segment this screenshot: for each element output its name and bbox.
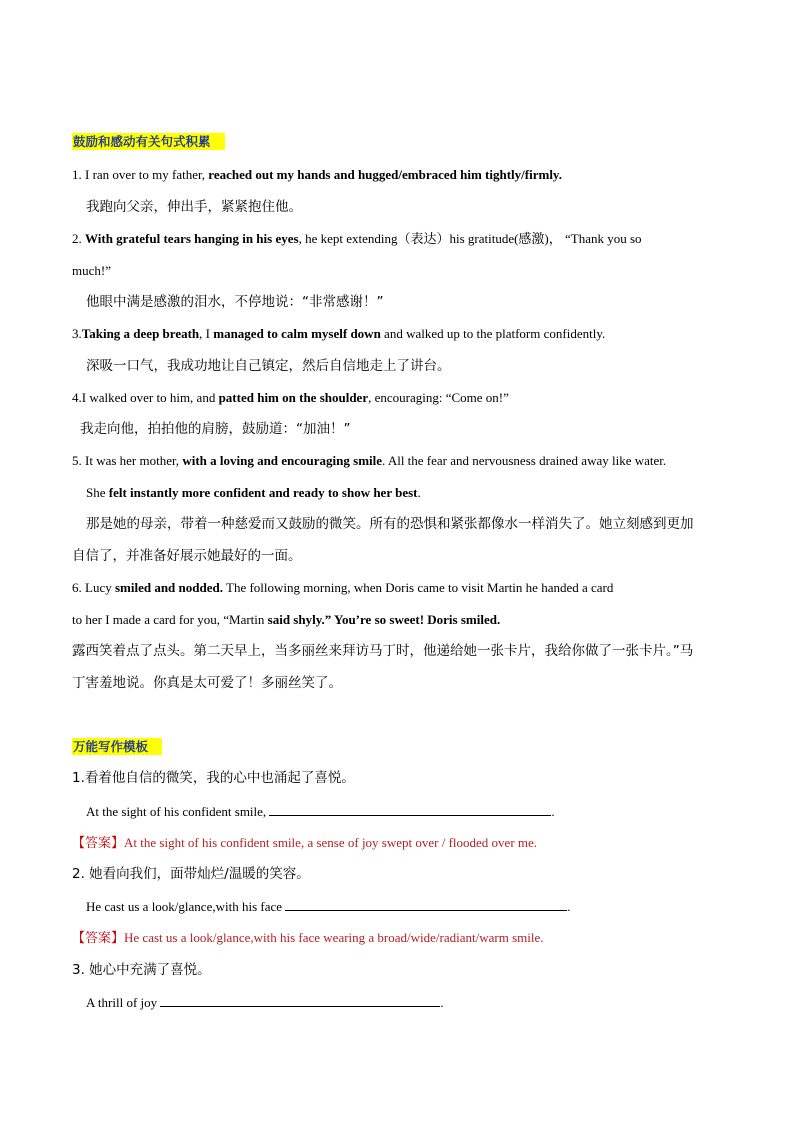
sentence-5-english: 5. It was her mother, with a loving and encouraging smile. All the fear and nervousness drained away like water. xyxy=(72,453,667,468)
bold-phrase: felt instantly more confident and ready to show her best xyxy=(108,485,418,500)
sentence-6-english: 6. Lucy smiled and nodded. The following morning, when Doris came to visit Martin he handed a card xyxy=(72,580,614,595)
answer-tag: 【答案】 xyxy=(72,836,125,851)
section-heading-sentences xyxy=(72,133,225,151)
sentence-3-english: 3.Taking a deep breath, I managed to calm myself down and walked up to the platform confidently. xyxy=(72,326,606,341)
answer-blank[interactable] xyxy=(269,802,551,816)
template-1-answer xyxy=(72,834,537,853)
sentence-6-chinese: 露西笑着点了点头。第二天早上，当多丽丝来拜访马丁时，他递给她一张卡片，我给你做了一张卡片。”马 xyxy=(72,643,694,659)
template-2-prompt: He cast us a look/glance,with his face . xyxy=(86,899,571,914)
bold-phrase: said shyly.” You’re so sweet! Doris smiled. xyxy=(267,612,501,627)
sentence-2-chinese: 他眼中满是感激的泪水，不停地说：“非常感谢！” xyxy=(86,294,384,310)
highlighted-heading: 鼓励和感动有关句式积累 xyxy=(72,133,225,150)
sentence-5-chinese-cont: 自信了，并准备好展示她最好的一面。 xyxy=(72,548,302,564)
bold-phrase: patted him on the shoulder xyxy=(218,390,369,405)
template-2-answer xyxy=(72,929,543,948)
answer-text: At the sight of his confident smile, a sense of joy swept over / flooded over me. xyxy=(124,835,538,850)
template-3-chinese: 3. 她心中充满了喜悦。 xyxy=(72,962,211,978)
sentence-4-chinese: 我走向他，拍拍他的肩膀，鼓励道：“加油！” xyxy=(80,421,351,437)
answer-blank[interactable] xyxy=(285,897,567,911)
sentence-1-chinese: 我跑向父亲，伸出手，紧紧抱住他。 xyxy=(86,199,302,215)
sentence-2-english: 2. With grateful tears hanging in his eyes, he kept extending（表达）his gratitude(感激)， “Thank you so xyxy=(72,231,642,246)
sentence-6-chinese-cont: 丁害羞地说。你真是太可爱了！多丽丝笑了。 xyxy=(72,675,342,691)
answer-text: He cast us a look/glance,with his face wearing a broad/wide/radiant/warm smile. xyxy=(124,930,544,945)
bold-phrase: Taking a deep breath xyxy=(81,326,200,341)
template-1-chinese: 1.看着他自信的微笑，我的心中也涌起了喜悦。 xyxy=(72,770,355,786)
sentence-4-english: 4.I walked over to him, and patted him on the shoulder, encouraging: “Come on!” xyxy=(72,390,509,405)
bold-phrase: with a loving and encouraging smile xyxy=(182,453,383,468)
answer-tag: 【答案】 xyxy=(72,931,125,946)
sentence-2-english-cont: much!” xyxy=(72,263,111,278)
template-3-prompt: A thrill of joy . xyxy=(86,995,444,1010)
template-1-prompt: At the sight of his confident smile, . xyxy=(86,804,555,819)
bold-phrase: reached out my hands and hugged/embraced him tightly/firmly. xyxy=(208,167,562,182)
bold-phrase: With grateful tears hanging in his eyes xyxy=(85,231,299,246)
highlighted-heading: 万能写作模板 xyxy=(72,738,162,755)
bold-phrase: managed to calm myself down xyxy=(213,326,381,341)
bold-phrase: smiled and nodded. xyxy=(114,580,223,595)
sentence-5-english-cont: She felt instantly more confident and ready to show her best. xyxy=(86,485,421,500)
sentence-1-english: 1. I ran over to my father, reached out my hands and hugged/embraced him tightly/firmly. xyxy=(72,167,562,182)
sentence-5-chinese: 那是她的母亲，带着一种慈爱而又鼓励的微笑。所有的恐惧和紧张都像水一样消失了。她立刻感到更加 xyxy=(86,516,694,532)
template-2-chinese: 2. 她看向我们，面带灿烂/温暖的笑容。 xyxy=(72,866,310,882)
answer-blank[interactable] xyxy=(160,993,440,1007)
section-heading-templates xyxy=(72,738,162,756)
sentence-3-chinese: 深吸一口气，我成功地让自己镇定，然后自信地走上了讲台。 xyxy=(86,358,451,374)
sentence-6-english-cont: to her I made a card for you, “Martin said shyly.” You’re so sweet! Doris smiled. xyxy=(72,612,501,627)
